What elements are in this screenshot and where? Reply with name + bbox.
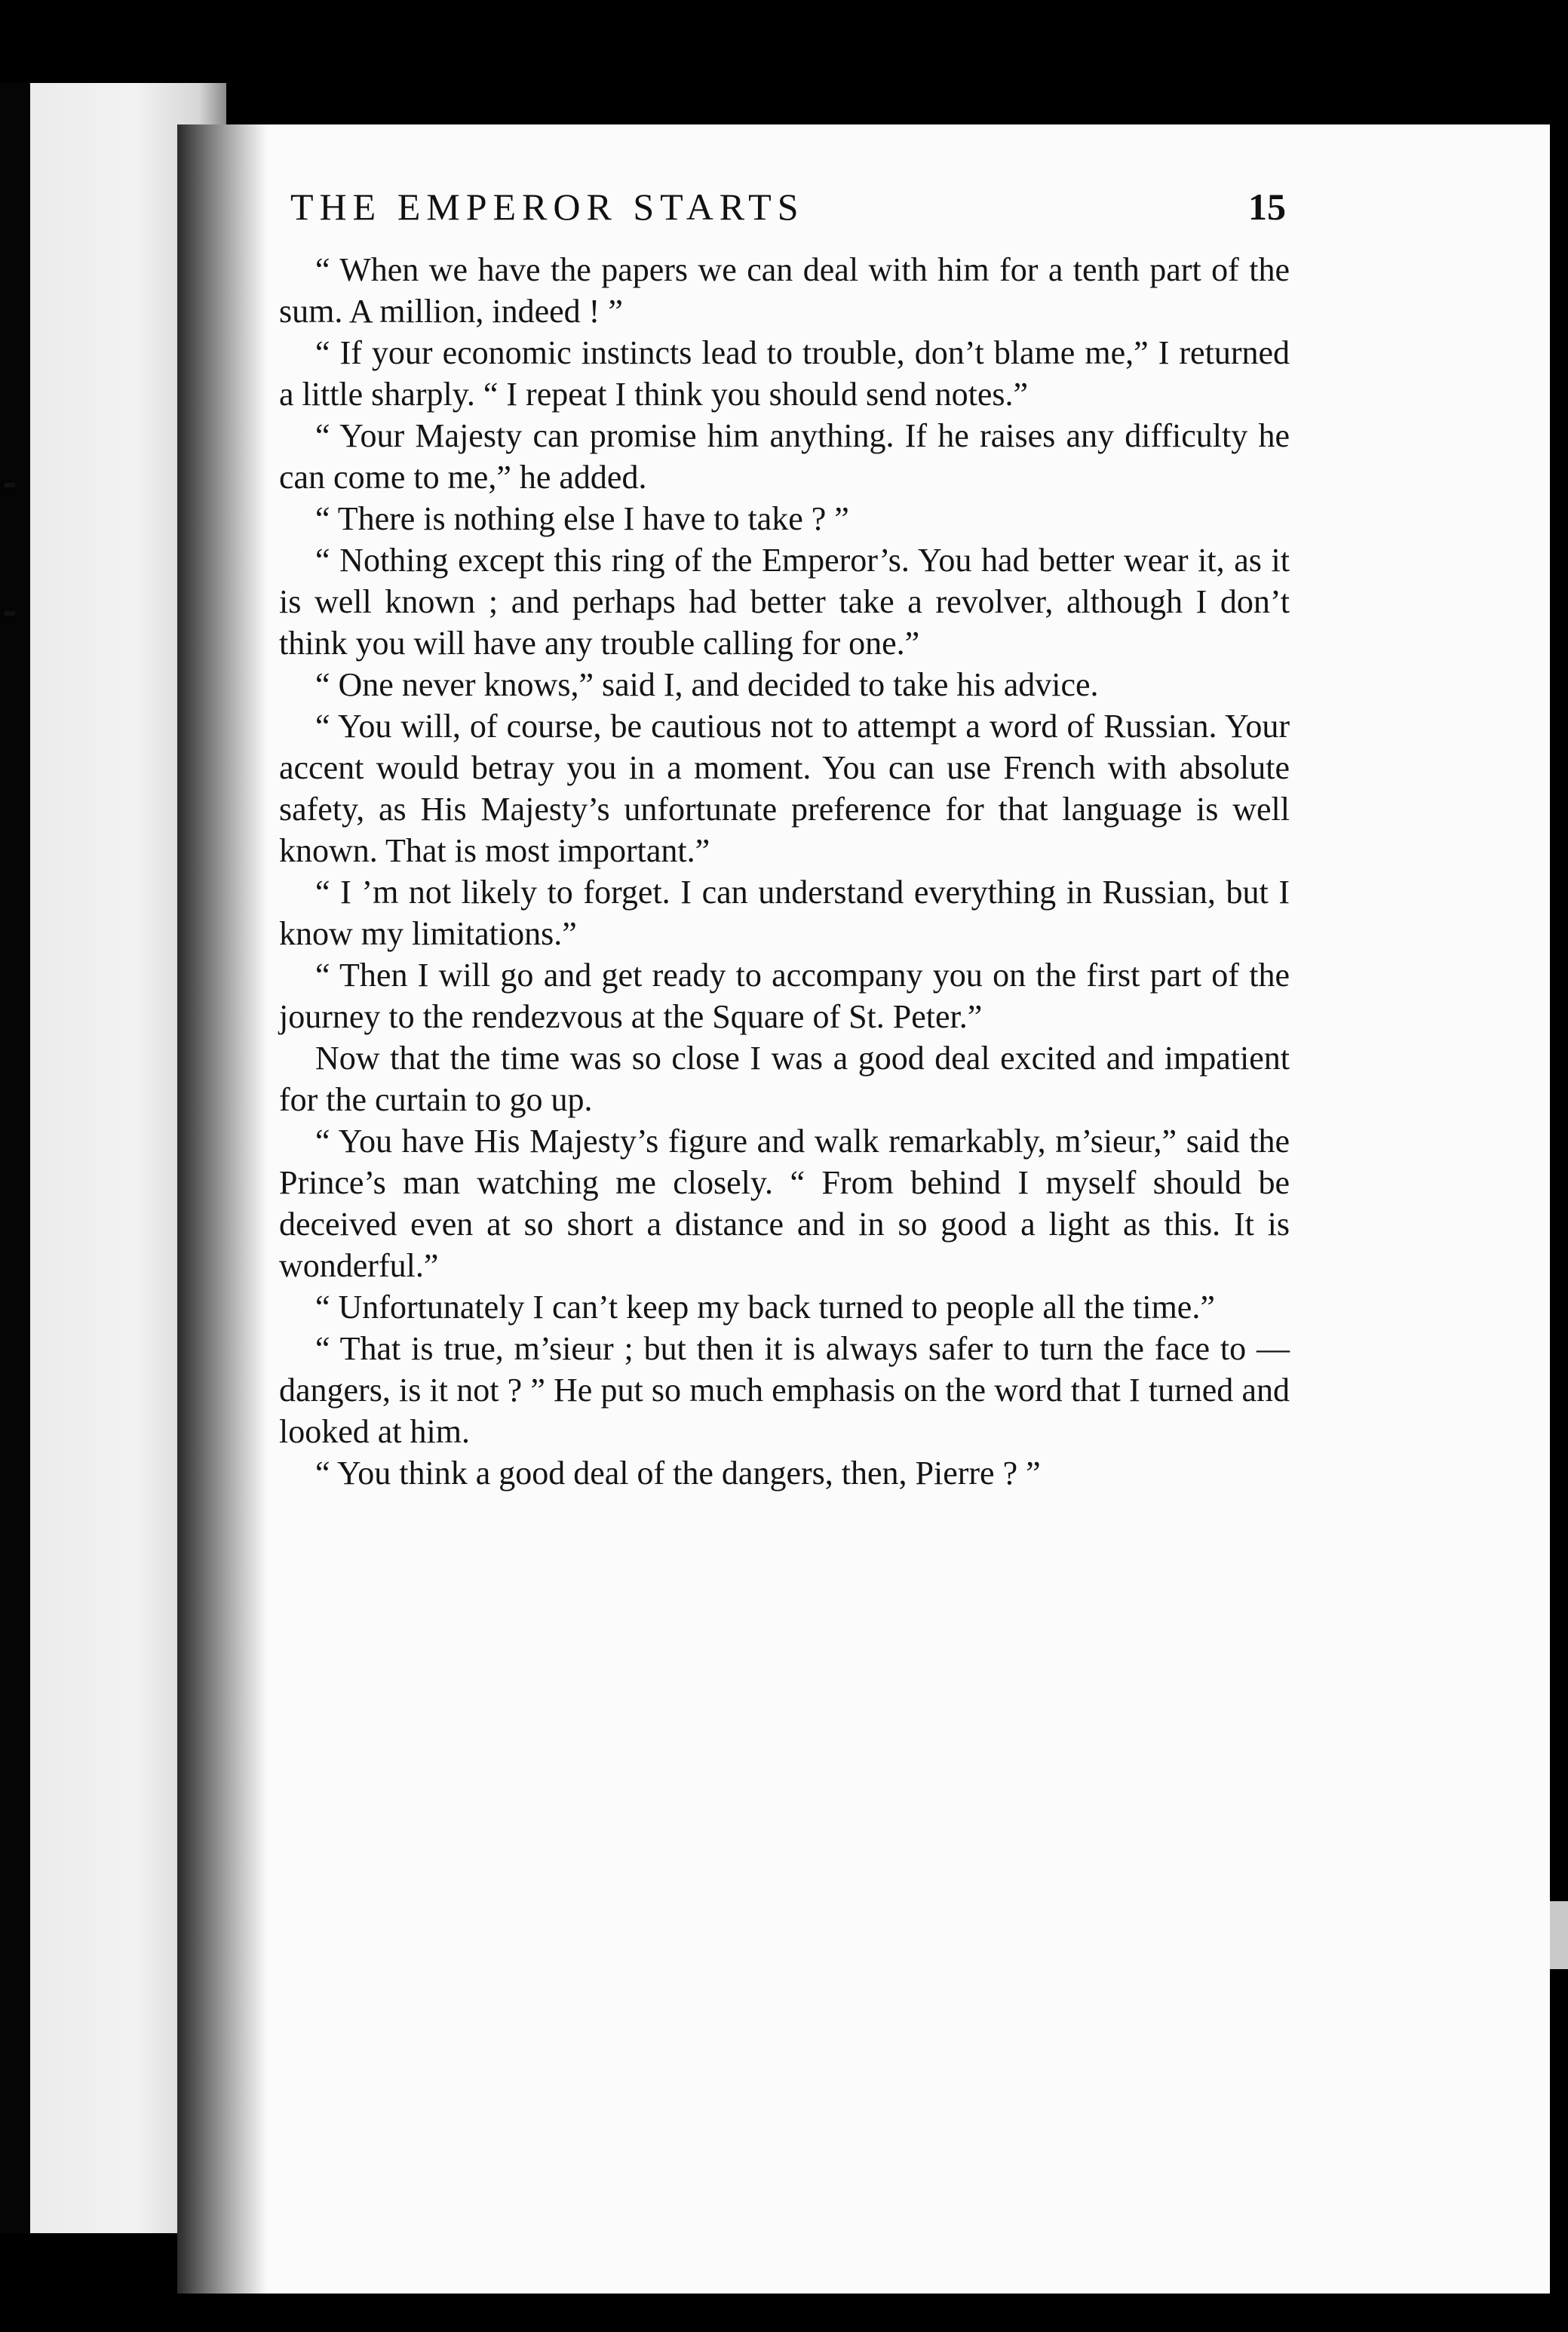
spine-shadow [177,124,268,2294]
paragraph: “ You will, of course, be cautious not to attempt a word of Russian. Your accent would betray you in a moment. You can use French with absolute safety, as His Majesty’s unfortunate preference for that language is well known. That is most important.” [279,708,1290,869]
paragraph: “ When we have the papers we can deal with him for a tenth part of the sum. A million, indeed ! ” [279,251,1290,330]
paragraph: “ Your Majesty can promise him anything. If he raises any difficulty he can come to me,” he added. [279,417,1290,496]
margin-mark [5,611,15,616]
scan-artifact [1550,1901,1568,1969]
page-number: 15 [1248,186,1286,228]
paragraph: “ You have His Majesty’s figure and walk remarkably, m’sieur,” said the Prince’s man watching me closely. “ From behind I myself should be deceived even at so short a distance and in so good a light as this. It is wonderful.” [279,1123,1290,1284]
paragraph: Now that the time was so close I was a good deal excited and impatient for the curtain to go up. [279,1040,1290,1118]
body-text [279,249,1290,1494]
paragraph: “ You think a good deal of the dangers, then, Pierre ? ” [315,1455,1041,1492]
paragraph: “ I ’m not likely to forget. I can understand everything in Russian, but I know my limitations.” [279,874,1290,952]
paragraph: “ Unfortunately I can’t keep my back turned to people all the time.” [315,1289,1215,1326]
page-header [290,185,1286,238]
scan-border-left [0,83,30,2233]
margin-mark [5,483,15,487]
paragraph: “ Nothing except this ring of the Emperor’s. You had better wear it, as it is well known ; and perhaps had better take a revolver, although I don’t think you will have any trouble calling for one.” [279,542,1290,662]
paragraph: “ One never knows,” said I, and decided to take his advice. [315,666,1099,703]
paragraph: “ If your economic instincts lead to trouble, don’t blame me,” I returned a little sharply. “ I repeat I think you should send notes.” [279,334,1290,413]
running-head: THE EMPEROR STARTS [290,186,805,228]
paragraph: “ There is nothing else I have to take ? ” [315,500,849,537]
paragraph: “ Then I will go and get ready to accompany you on the first part of the journey to the rendezvous at the Square of St. Peter.” [279,957,1290,1035]
paragraph: “ That is true, m’sieur ; but then it is always safer to turn the face to — dangers, is it not ? ” He put so much emphasis on the word that I turned and looked at him. [279,1330,1290,1450]
